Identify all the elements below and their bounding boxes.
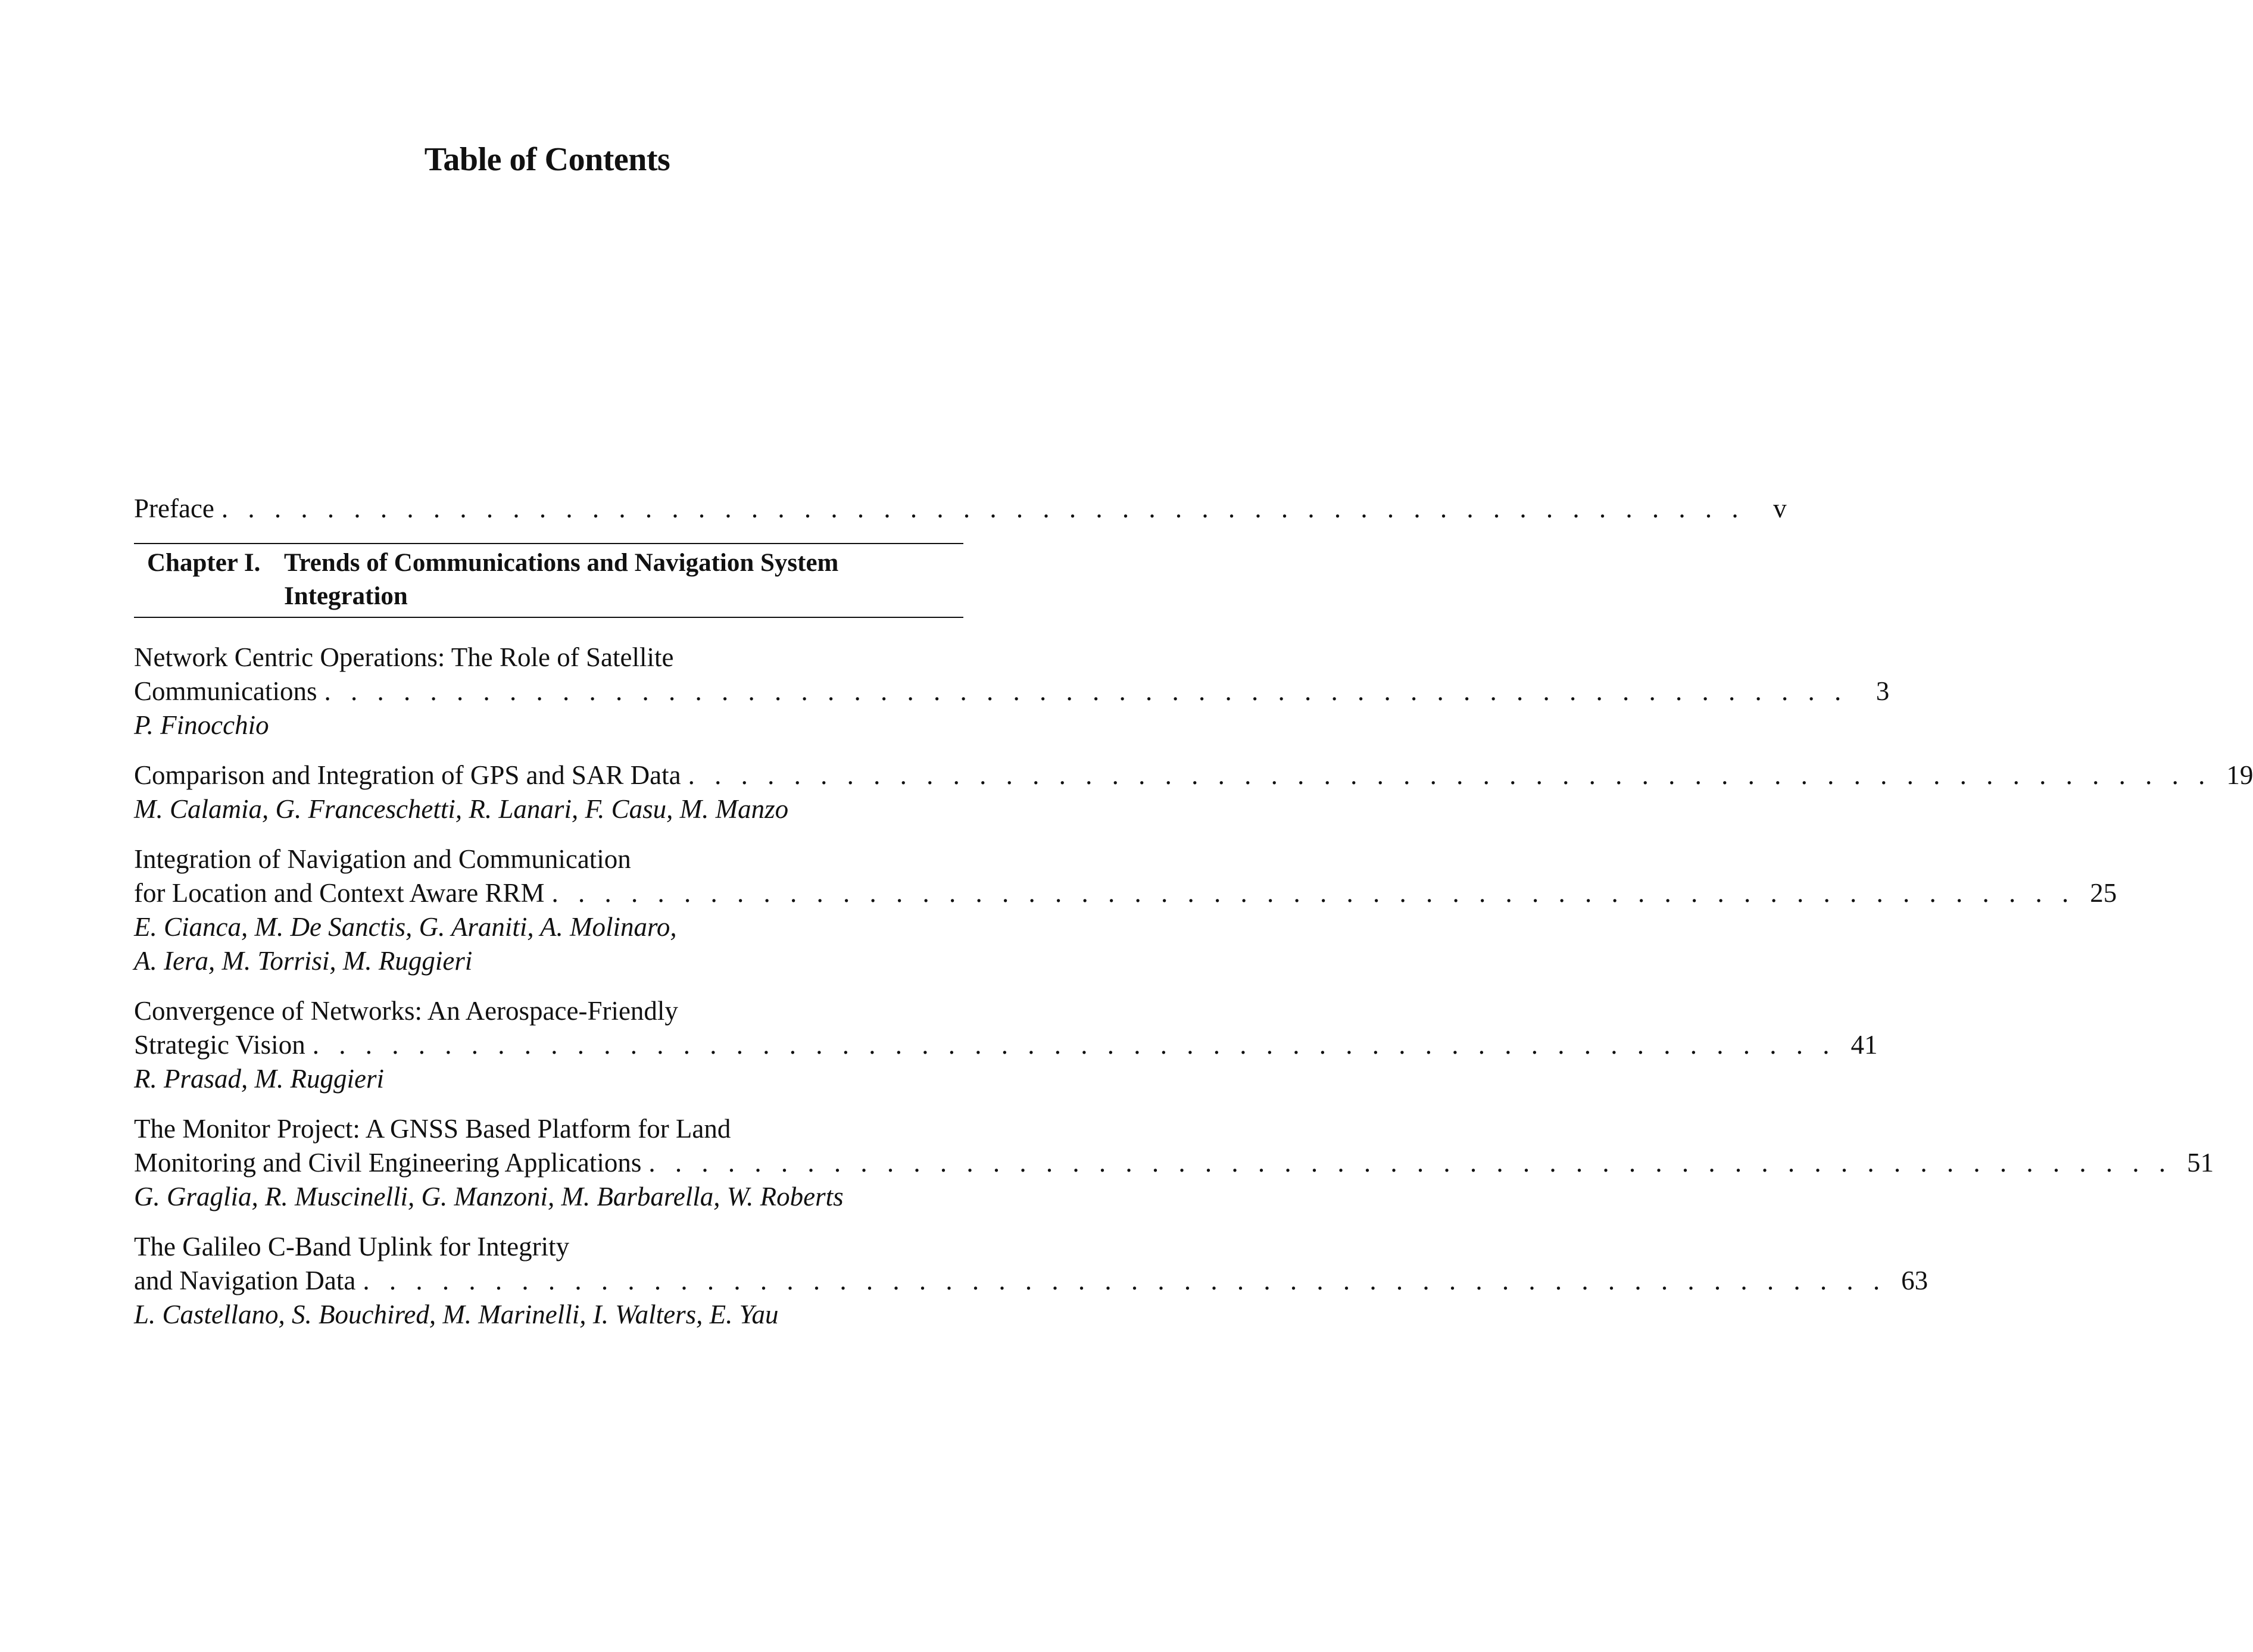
dot-leader: . . . . . . . . . . . . . . . . . . . . . . . . . . . . . . . . . . . . . . . . . . . . . . . . . . . . . . . . . .	[324, 676, 1848, 706]
entry-authors: L. Castellano, S. Bouchired, M. Marinelli, I. Walters, E. Yau	[134, 1300, 779, 1329]
entry-title-line: The Galileo C-Band Uplink for Integrity	[134, 1232, 570, 1261]
entry-leader-line	[134, 1028, 1878, 1062]
page-number: v	[1773, 494, 1787, 523]
entry-title-line: and Navigation Data	[134, 1266, 356, 1295]
toc-entry[interactable]	[134, 1112, 2214, 1214]
entry-leader-line	[134, 1264, 1929, 1298]
entry-title: Preface	[134, 494, 214, 523]
dot-leader: . . . . . . . . . . . . . . . . . . . . . . . . . . . . . . . . . . . . . . . . . . . . . . . . . . . . . . . . . .	[551, 878, 2076, 908]
chapter-title: Trends of Communications and Navigation System Integration	[284, 549, 839, 610]
page-number: 51	[2187, 1148, 2214, 1178]
entry-title-line: Monitoring and Civil Engineering Applications	[134, 1148, 642, 1178]
entry-leader-line	[134, 758, 2253, 792]
page-number: 41	[1851, 1030, 1878, 1060]
dot-leader: . . . . . . . . . . . . . . . . . . . . . . . . . . . . . . . . . . . . . . . . . . . . . . . . . . . . . . . . . .	[363, 1266, 1887, 1295]
entry-title-line: The Monitor Project: A GNSS Based Platform for Land	[134, 1114, 731, 1144]
page-number: 19	[2226, 760, 2253, 790]
entry-authors: E. Cianca, M. De Sanctis, G. Araniti, A. Molinaro,	[134, 912, 677, 942]
dot-leader: . . . . . . . . . . . . . . . . . . . . . . . . . . . . . . . . . . . . . . . . . . . . . . . . . . . . . . . . . .	[688, 760, 2212, 790]
entry-leader-line	[134, 674, 1890, 708]
entry-title-line: Strategic Vision	[134, 1030, 305, 1060]
entry-title-line: for Location and Context Aware RRM	[134, 878, 545, 908]
entry-title-line: Communications	[134, 676, 317, 706]
entry-title-line: Comparison and Integration of GPS and SAR Data	[134, 760, 681, 790]
toc-entry[interactable]	[134, 641, 1890, 742]
page-number: 63	[1901, 1266, 1929, 1295]
entry-title-line: Integration of Navigation and Communication	[134, 844, 631, 874]
toc-entry[interactable]	[134, 842, 2117, 978]
entry-authors: P. Finocchio	[134, 710, 269, 740]
page-title: Table of Contents	[424, 141, 670, 178]
entry-authors: M. Calamia, G. Franceschetti, R. Lanari, F. Casu, M. Manzo	[134, 794, 789, 824]
dot-leader: . . . . . . . . . . . . . . . . . . . . . . . . . . . . . . . . . . . . . . . . . . . . . . . . . . . . . . . . . .	[648, 1148, 2173, 1178]
chapter-label: Chapter I.	[147, 549, 261, 577]
entry-leader-line	[134, 876, 2117, 910]
table-of-contents	[134, 492, 2253, 1332]
dot-leader: . . . . . . . . . . . . . . . . . . . . . . . . . . . . . . . . . . . . . . . . . . . . . . . . . . . . . . . . . .	[312, 1030, 1836, 1060]
toc-entry-preface[interactable]	[134, 492, 1787, 526]
entry-leader-line	[134, 1146, 2214, 1180]
toc-entry[interactable]	[134, 758, 2253, 826]
entry-title-line: Convergence of Networks: An Aerospace-Friendly	[134, 996, 678, 1026]
entry-authors: A. Iera, M. Torrisi, M. Ruggieri	[134, 946, 473, 976]
entry-title-line: Network Centric Operations: The Role of Satellite	[134, 642, 674, 672]
chapter-heading	[134, 543, 963, 618]
entry-authors: R. Prasad, M. Ruggieri	[134, 1064, 384, 1094]
page-number: 3	[1876, 676, 1890, 706]
page-number: 25	[2090, 878, 2117, 908]
toc-entry[interactable]	[134, 1230, 1929, 1332]
toc-entry[interactable]	[134, 994, 1878, 1096]
dot-leader: . . . . . . . . . . . . . . . . . . . . . . . . . . . . . . . . . . . . . . . . . . . . . . . . . . . . . . . . . .	[221, 494, 1745, 523]
entry-authors: G. Graglia, R. Muscinelli, G. Manzoni, M. Barbarella, W. Roberts	[134, 1182, 844, 1211]
